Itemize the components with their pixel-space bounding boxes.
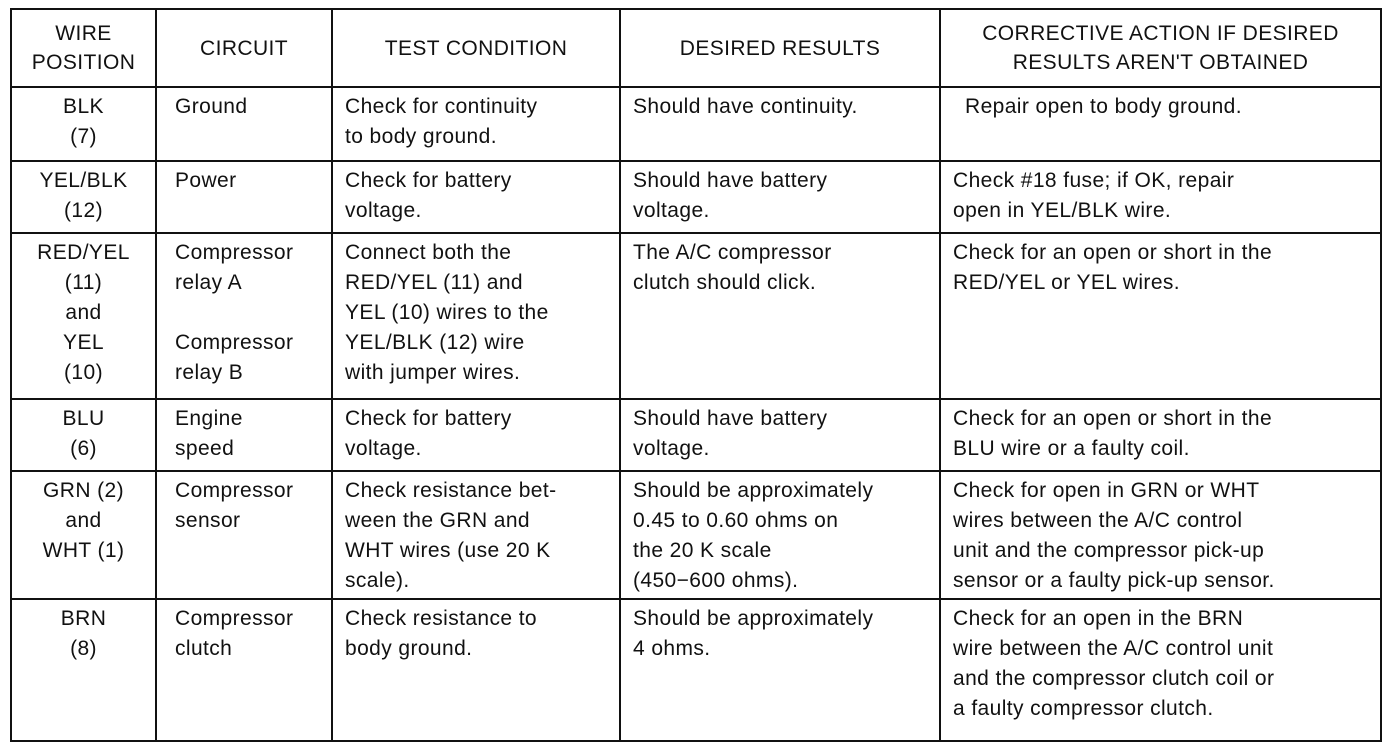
table-row xyxy=(11,87,1381,161)
test-condition-cell: Connect both the RED/YEL (11) and YEL (10) wires to the YEL/BLK (12) wire with jumper wires. xyxy=(332,233,620,399)
wire-position-cell: GRN (2) and WHT (1) xyxy=(11,471,156,599)
header-wire-position: WIRE POSITION xyxy=(11,9,156,87)
test-condition-cell: Check for battery voltage. xyxy=(332,161,620,233)
test-condition-cell: Check resistance to body ground. xyxy=(332,599,620,741)
desired-results-cell: Should be approximately 4 ohms. xyxy=(620,599,940,741)
header-test-condition: TEST CONDITION xyxy=(332,9,620,87)
header-circuit: CIRCUIT xyxy=(156,9,332,87)
header-corrective-action: CORRECTIVE ACTION IF DESIRED RESULTS AREN'T OBTAINED xyxy=(940,9,1381,87)
desired-results-cell: The A/C compressor clutch should click. xyxy=(620,233,940,399)
table-row xyxy=(11,233,1381,399)
circuit-cell: Compressor clutch xyxy=(156,599,332,741)
corrective-action-cell: Repair open to body ground. xyxy=(940,87,1381,161)
circuit-cell: Ground xyxy=(156,87,332,161)
corrective-action-cell: Check for an open in the BRN wire between the A/C control unit and the compressor clutch coil or a faulty compressor clutch. xyxy=(940,599,1381,741)
corrective-action-cell: Check for open in GRN or WHT wires between the A/C control unit and the compressor pick-up sensor or a faulty pick-up sensor. xyxy=(940,471,1381,599)
circuit-cell xyxy=(156,233,332,399)
corrective-action-cell: Check for an open or short in the RED/YEL or YEL wires. xyxy=(940,233,1381,399)
circuit-cell: Power xyxy=(156,161,332,233)
table-row xyxy=(11,161,1381,233)
desired-results-cell: Should be approximately 0.45 to 0.60 ohms on the 20 K scale (450−600 ohms). xyxy=(620,471,940,599)
circuit-relay-b: Compressor relay B xyxy=(175,331,294,384)
table-row xyxy=(11,599,1381,741)
table-row xyxy=(11,399,1381,471)
spacer xyxy=(175,298,321,328)
table-row xyxy=(11,471,1381,599)
desired-results-cell: Should have battery voltage. xyxy=(620,161,940,233)
header-row xyxy=(11,9,1381,87)
wire-position-cell: BLK (7) xyxy=(11,87,156,161)
page xyxy=(10,8,1382,742)
header-desired-results: DESIRED RESULTS xyxy=(620,9,940,87)
circuit-cell: Compressor sensor xyxy=(156,471,332,599)
circuit-cell: Engine speed xyxy=(156,399,332,471)
corrective-action-cell: Check for an open or short in the BLU wire or a faulty coil. xyxy=(940,399,1381,471)
wire-position-cell: BRN (8) xyxy=(11,599,156,741)
test-condition-cell: Check for battery voltage. xyxy=(332,399,620,471)
wire-position-cell: BLU (6) xyxy=(11,399,156,471)
wire-position-cell: YEL/BLK (12) xyxy=(11,161,156,233)
test-condition-cell: Check for continuity to body ground. xyxy=(332,87,620,161)
wire-position-cell: RED/YEL (11) and YEL (10) xyxy=(11,233,156,399)
desired-results-cell: Should have continuity. xyxy=(620,87,940,161)
desired-results-cell: Should have battery voltage. xyxy=(620,399,940,471)
circuit-relay-a: Compressor relay A xyxy=(175,241,294,294)
corrective-action-cell: Check #18 fuse; if OK, repair open in YEL/BLK wire. xyxy=(940,161,1381,233)
wire-test-table xyxy=(10,8,1382,742)
test-condition-cell: Check resistance bet- ween the GRN and WHT wires (use 20 K scale). xyxy=(332,471,620,599)
